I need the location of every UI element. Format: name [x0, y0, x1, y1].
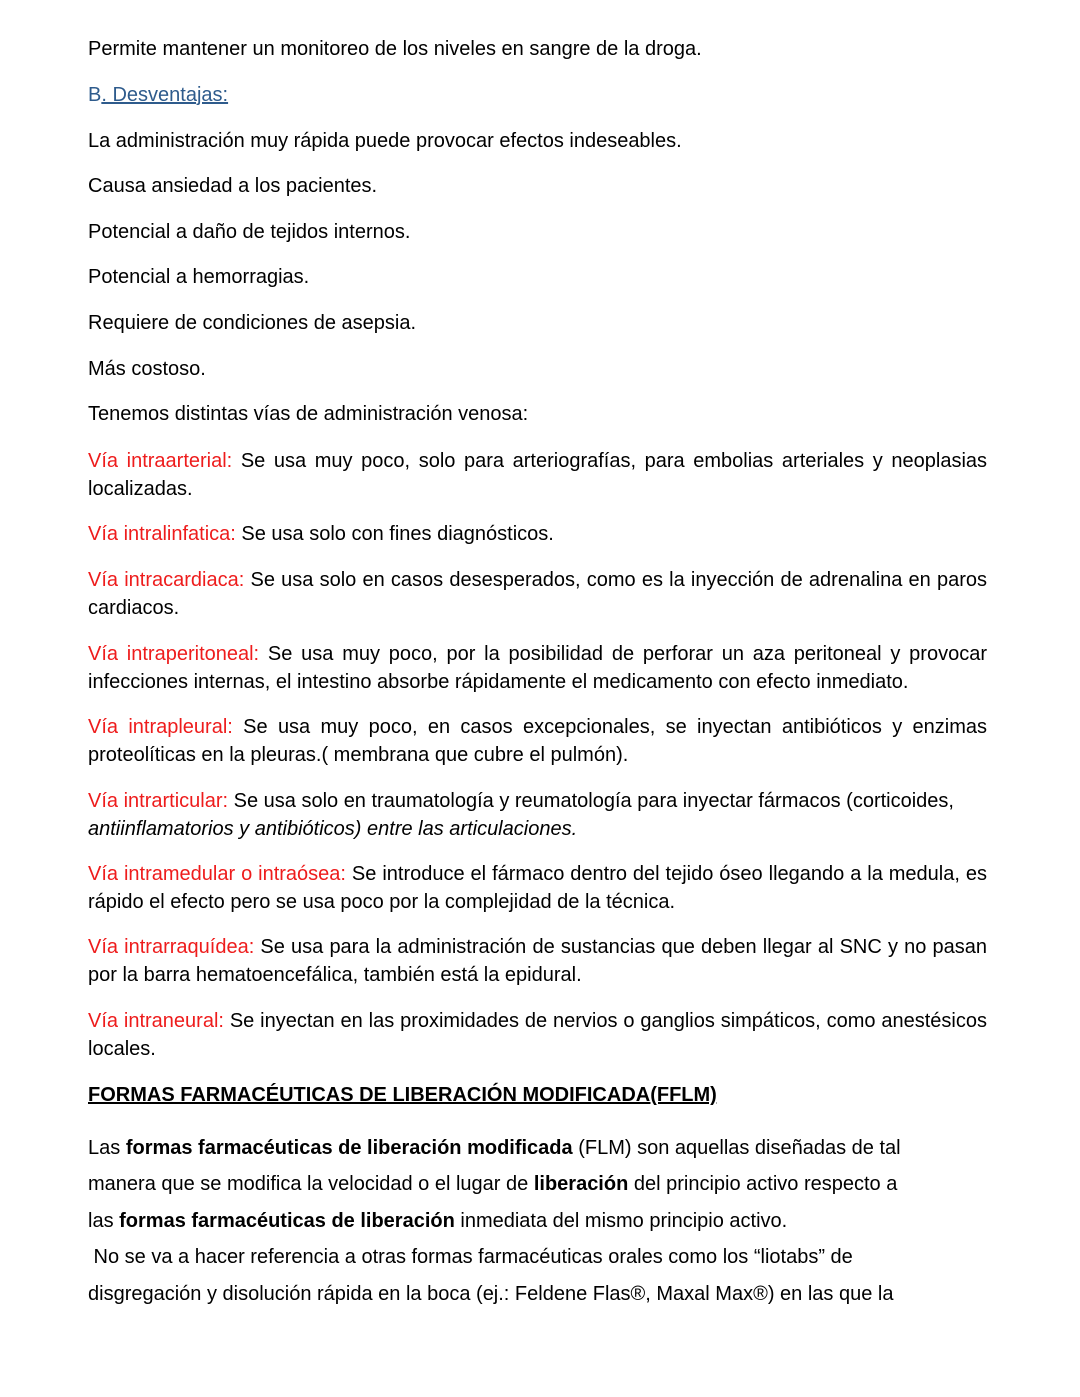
route-name: Vía intracardiaca: — [88, 569, 245, 591]
route-intrarticular — [88, 787, 987, 843]
routes-intro: Tenemos distintas vías de administración venosa: — [88, 403, 529, 425]
route-text: Se usa solo en casos desesperados, como es la inyección de adrenalina en paros cardiacos. — [88, 569, 987, 619]
route-intracardiaca — [88, 566, 987, 622]
text-run: (FLM) son aquellas diseñadas de tal — [572, 1137, 901, 1159]
route-intralinfatica — [88, 520, 987, 548]
route-name: Vía intrapleural: — [88, 716, 233, 738]
section-body-line: No se va a hacer referencia a otras formas farmacéuticas orales como los “liotabs” de — [88, 1246, 853, 1268]
bold-term: formas farmacéuticas de liberación modificada — [125, 1137, 573, 1159]
bold-term: formas farmacéuticas de liberación — [119, 1210, 455, 1232]
route-intramedular — [88, 860, 987, 916]
route-text: Se usa muy poco, por la posibilidad de perforar un aza peritoneal y provocar infecciones internas, el intestino absorbe rápidamente el medicamento con efecto inmediato. — [88, 643, 987, 693]
route-text: Se introduce el fármaco dentro del tejido óseo llegando a la medula, es rápido el efecto pero se usa poco por la complejidad de la técnica. — [88, 863, 987, 913]
route-name: Vía intrarraquídea: — [88, 936, 255, 958]
route-text: Se usa solo en traumatología y reumatología para inyectar fármacos (corticoides, — [228, 790, 954, 812]
route-name: Vía intraarterial: — [88, 450, 233, 472]
route-text: Se usa para la administración de sustancias que deben llegar al SNC y no pasan por la barra hematoencefálica, también está la epidural. — [88, 936, 987, 986]
disadvantages-label: . Desventajas: — [101, 84, 229, 106]
route-intrarraquidea — [88, 933, 987, 989]
route-text: Se usa solo con fines diagnósticos. — [235, 523, 554, 545]
route-intraperitoneal — [88, 640, 987, 696]
route-text: Se usa muy poco, en casos excepcionales, se inyectan antibióticos y enzimas proteolíticas en la pleuras.( membrana que cubre el pulmón). — [88, 716, 988, 766]
disadvantage-item: Potencial a hemorragias. — [88, 266, 310, 288]
disadvantages-heading — [88, 81, 228, 109]
section-title: FORMAS FARMACÉUTICAS DE LIBERACIÓN MODIFICADA(FFLM) — [88, 1084, 717, 1106]
route-text-italic: antiinflamatorios y antibióticos) entre las articulaciones. — [88, 818, 578, 840]
intro-line: Permite mantener un monitoreo de los niveles en sangre de la droga. — [88, 38, 702, 60]
text-run: del principio activo respecto a — [628, 1173, 898, 1195]
route-name: Vía intrarticular: — [88, 790, 229, 812]
section-body-line — [88, 1207, 787, 1235]
route-name: Vía intralinfatica: — [88, 523, 236, 545]
text-run: manera que se modifica la velocidad o el lugar de — [88, 1173, 534, 1195]
disadvantage-item: Más costoso. — [88, 358, 206, 380]
route-intraarterial — [88, 447, 987, 503]
bold-term: liberación — [533, 1173, 629, 1195]
disadvantage-item: Causa ansiedad a los pacientes. — [88, 175, 378, 197]
section-body-line: disgregación y disolución rápida en la boca (ej.: Feldene Flas®, Maxal Max®) en las que la — [88, 1283, 894, 1305]
route-name: Vía intraneural: — [88, 1010, 224, 1032]
disadvantage-item: Requiere de condiciones de asepsia. — [88, 312, 416, 334]
section-body-line — [88, 1134, 901, 1162]
disadvantage-item: Potencial a daño de tejidos internos. — [88, 221, 411, 243]
route-text: Se inyectan en las proximidades de nervios o ganglios simpáticos, como anestésicos locales. — [88, 1010, 987, 1060]
route-text: Se usa muy poco, solo para arteriografías, para embolias arteriales y neoplasias localizadas. — [88, 450, 988, 500]
disadvantages-letter: B — [88, 84, 102, 106]
section-body-line — [88, 1170, 897, 1198]
route-intrapleural — [88, 713, 987, 769]
text-run: Las — [88, 1137, 126, 1159]
disadvantage-item: La administración muy rápida puede provocar efectos indeseables. — [88, 130, 682, 152]
route-name: Vía intramedular o intraósea: — [88, 863, 346, 885]
text-run: inmediata del mismo principio activo. — [454, 1210, 788, 1232]
route-name: Vía intraperitoneal: — [88, 643, 260, 665]
route-intraneural — [88, 1007, 987, 1063]
text-run: las — [88, 1210, 120, 1232]
